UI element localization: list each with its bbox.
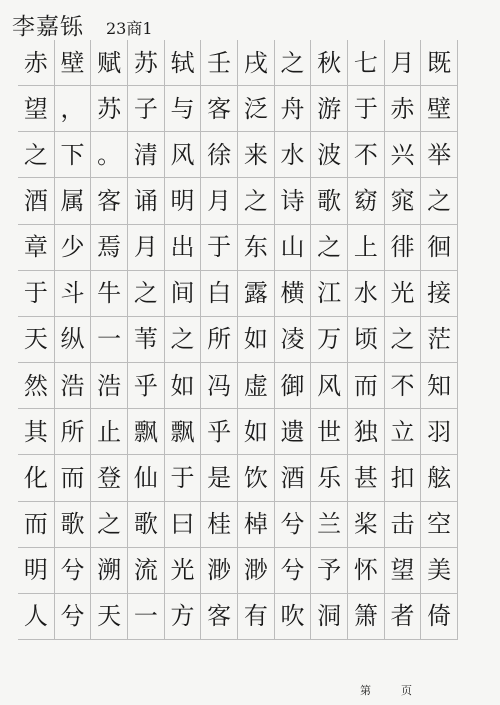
- grid-cell: 歌: [55, 502, 92, 548]
- grid-cell: 斗: [55, 271, 92, 317]
- grid-cell: 轼: [165, 40, 202, 86]
- grid-cell: 浩: [91, 363, 128, 409]
- grid-cell: 明: [165, 178, 202, 224]
- grid-cell: 客: [201, 86, 238, 132]
- grid-cell: 如: [165, 363, 202, 409]
- grid-cell: 徘: [385, 225, 422, 271]
- grid-cell: 窕: [385, 178, 422, 224]
- grid-cell: 顷: [348, 317, 385, 363]
- grid-cell: 壁: [55, 40, 92, 86]
- grid-cell: 于: [201, 225, 238, 271]
- grid-cell: 兮: [55, 594, 92, 640]
- grid-cell: 赤: [18, 40, 55, 86]
- grid-cell: 牛: [91, 271, 128, 317]
- grid-cell: 美: [421, 548, 458, 594]
- grid-cell: 与: [165, 86, 202, 132]
- grid-cell: 溯: [91, 548, 128, 594]
- grid-cell: 水: [275, 132, 312, 178]
- grid-cell: 赋: [91, 40, 128, 86]
- grid-cell: 独: [348, 409, 385, 455]
- grid-cell: 兮: [275, 502, 312, 548]
- grid-cell: 山: [275, 225, 312, 271]
- grid-cell: 怀: [348, 548, 385, 594]
- grid-cell: 而: [348, 363, 385, 409]
- grid-cell: 甚: [348, 455, 385, 501]
- grid-cell: 仙: [128, 455, 165, 501]
- grid-cell: 光: [165, 548, 202, 594]
- grid-cell: 所: [201, 317, 238, 363]
- grid-cell: 泛: [238, 86, 275, 132]
- grid-cell: 凌: [275, 317, 312, 363]
- grid-cell: 焉: [91, 225, 128, 271]
- grid-cell: 曰: [165, 502, 202, 548]
- grid-cell: 兮: [55, 548, 92, 594]
- grid-cell: 上: [348, 225, 385, 271]
- grid-cell: 来: [238, 132, 275, 178]
- grid-cell: 明: [18, 548, 55, 594]
- grid-cell: 桨: [348, 502, 385, 548]
- grid-cell: 不: [385, 363, 422, 409]
- grid-cell: 举: [421, 132, 458, 178]
- grid-cell: 于: [18, 271, 55, 317]
- grid-cell: 酒: [275, 455, 312, 501]
- grid-cell: 予: [311, 548, 348, 594]
- grid-cell: 苏: [128, 40, 165, 86]
- grid-cell: 之: [18, 132, 55, 178]
- grid-cell: 之: [238, 178, 275, 224]
- grid-cell: 如: [238, 317, 275, 363]
- grid-cell: 壁: [421, 86, 458, 132]
- grid-cell: ，: [55, 86, 92, 132]
- grid-cell: 浩: [55, 363, 92, 409]
- grid-cell: 方: [165, 594, 202, 640]
- class-label: 23商1: [106, 19, 153, 38]
- grid-cell: 戌: [238, 40, 275, 86]
- grid-cell: 之: [385, 317, 422, 363]
- student-name: 李嘉铄: [12, 14, 84, 40]
- grid-cell: 舷: [421, 455, 458, 501]
- grid-cell: 洞: [311, 594, 348, 640]
- grid-cell: 之: [311, 225, 348, 271]
- grid-cell: 吹: [275, 594, 312, 640]
- grid-cell: 月: [128, 225, 165, 271]
- page-unit: 页: [401, 684, 412, 697]
- grid-cell: 不: [348, 132, 385, 178]
- grid-cell: 流: [128, 548, 165, 594]
- grid-cell: 水: [348, 271, 385, 317]
- grid-cell: 渺: [201, 548, 238, 594]
- grid-cell: 接: [421, 271, 458, 317]
- grid-cell: 客: [91, 178, 128, 224]
- grid-cell: 间: [165, 271, 202, 317]
- grid-cell: 出: [165, 225, 202, 271]
- grid-cell: 其: [18, 409, 55, 455]
- grid-cell: 江: [311, 271, 348, 317]
- grid-cell: 天: [91, 594, 128, 640]
- grid-cell: 客: [201, 594, 238, 640]
- grid-cell: 徐: [201, 132, 238, 178]
- grid-cell: 飘: [128, 409, 165, 455]
- grid-cell: 波: [311, 132, 348, 178]
- grid-cell: 立: [385, 409, 422, 455]
- grid-cell: 倚: [421, 594, 458, 640]
- grid-cell: 下: [55, 132, 92, 178]
- header: [12, 8, 153, 38]
- grid-cell: 然: [18, 363, 55, 409]
- grid-cell: 诵: [128, 178, 165, 224]
- page-label: 第: [360, 684, 371, 697]
- grid-cell: 渺: [238, 548, 275, 594]
- grid-cell: 有: [238, 594, 275, 640]
- grid-cell: 望: [385, 548, 422, 594]
- grid-cell: 既: [421, 40, 458, 86]
- grid-cell: 歌: [128, 502, 165, 548]
- grid-cell: 风: [311, 363, 348, 409]
- grid-cell: 壬: [201, 40, 238, 86]
- grid-cell: 扣: [385, 455, 422, 501]
- grid-cell: 箫: [348, 594, 385, 640]
- grid-cell: 苇: [128, 317, 165, 363]
- grid-cell: 之: [91, 502, 128, 548]
- grid-cell: 世: [311, 409, 348, 455]
- grid-cell: 止: [91, 409, 128, 455]
- grid-cell: 光: [385, 271, 422, 317]
- grid-cell: 人: [18, 594, 55, 640]
- grid-cell: 舟: [275, 86, 312, 132]
- grid-cell: 诗: [275, 178, 312, 224]
- grid-cell: 桂: [201, 502, 238, 548]
- grid-cell: 之: [275, 40, 312, 86]
- grid-cell: 乐: [311, 455, 348, 501]
- grid-cell: 月: [385, 40, 422, 86]
- grid-cell: 所: [55, 409, 92, 455]
- grid-cell: 而: [18, 502, 55, 548]
- grid-cell: 知: [421, 363, 458, 409]
- grid-cell: 御: [275, 363, 312, 409]
- grid-cell: 纵: [55, 317, 92, 363]
- grid-cell: 乎: [201, 409, 238, 455]
- grid-cell: 章: [18, 225, 55, 271]
- grid-cell: 遗: [275, 409, 312, 455]
- grid-cell: 东: [238, 225, 275, 271]
- grid-cell: 天: [18, 317, 55, 363]
- grid-cell: 之: [165, 317, 202, 363]
- grid-cell: 一: [128, 594, 165, 640]
- grid-cell: 击: [385, 502, 422, 548]
- grid-cell: 棹: [238, 502, 275, 548]
- grid-cell: 如: [238, 409, 275, 455]
- grid-cell: 歌: [311, 178, 348, 224]
- grid-cell: 月: [201, 178, 238, 224]
- grid-cell: 兴: [385, 132, 422, 178]
- page-footer: [360, 682, 412, 698]
- grid-cell: 乎: [128, 363, 165, 409]
- grid-cell: 清: [128, 132, 165, 178]
- grid-cell: 风: [165, 132, 202, 178]
- grid-cell: 而: [55, 455, 92, 501]
- grid-cell: 酒: [18, 178, 55, 224]
- grid-cell: 饮: [238, 455, 275, 501]
- grid-cell: 之: [128, 271, 165, 317]
- grid-cell: 。: [91, 132, 128, 178]
- grid-cell: 虚: [238, 363, 275, 409]
- grid-cell: 横: [275, 271, 312, 317]
- grid-cell: 登: [91, 455, 128, 501]
- grid-cell: 兰: [311, 502, 348, 548]
- grid-cell: 化: [18, 455, 55, 501]
- grid-cell: 属: [55, 178, 92, 224]
- grid-cell: 是: [201, 455, 238, 501]
- grid-cell: 一: [91, 317, 128, 363]
- grid-cell: 秋: [311, 40, 348, 86]
- grid-cell: 窈: [348, 178, 385, 224]
- grid-cell: 苏: [91, 86, 128, 132]
- grid-cell: 子: [128, 86, 165, 132]
- writing-grid: [18, 40, 458, 640]
- grid-cell: 赤: [385, 86, 422, 132]
- grid-cell: 白: [201, 271, 238, 317]
- grid-cell: 于: [348, 86, 385, 132]
- grid-cell: 之: [421, 178, 458, 224]
- grid-cell: 羽: [421, 409, 458, 455]
- grid-cell: 茫: [421, 317, 458, 363]
- grid-cell: 兮: [275, 548, 312, 594]
- grid-cell: 者: [385, 594, 422, 640]
- grid-cell: 露: [238, 271, 275, 317]
- grid-cell: 徊: [421, 225, 458, 271]
- grid-cell: 空: [421, 502, 458, 548]
- grid-cell: 望: [18, 86, 55, 132]
- grid-cell: 于: [165, 455, 202, 501]
- grid-cell: 万: [311, 317, 348, 363]
- grid-cell: 游: [311, 86, 348, 132]
- grid-cell: 飘: [165, 409, 202, 455]
- grid-cell: 少: [55, 225, 92, 271]
- grid-cell: 冯: [201, 363, 238, 409]
- grid-cell: 七: [348, 40, 385, 86]
